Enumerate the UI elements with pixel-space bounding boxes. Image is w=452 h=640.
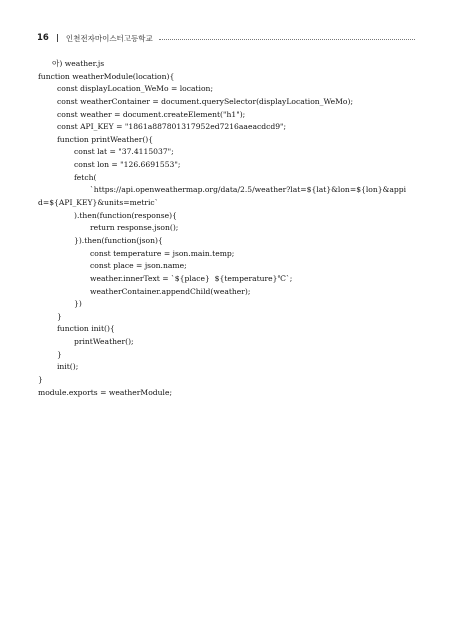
code-line: const weather = document.createElement("h1"); bbox=[57, 109, 246, 119]
code-listing bbox=[38, 58, 418, 399]
code-line: const displayLocation_WeMo = location; bbox=[57, 84, 214, 94]
header-dotted-rule bbox=[159, 39, 415, 40]
code-line: const API_KEY = "1861a887801317952ed7216aaeacdcd9"; bbox=[57, 122, 287, 132]
code-line: } bbox=[57, 349, 62, 359]
page-header bbox=[37, 31, 415, 45]
page-number: 16 bbox=[37, 33, 49, 43]
code-line: weatherContainer.appendChild(weather); bbox=[90, 286, 251, 296]
code-line: `https://api.openweathermap.org/data/2.5/weather?lat=${lat}&lon=${lon}&appi bbox=[90, 185, 407, 195]
code-line: }).then(function(json){ bbox=[74, 235, 163, 245]
code-section-label: 아) weather.js bbox=[52, 59, 105, 68]
code-line: return response.json(); bbox=[90, 223, 179, 233]
code-line: } bbox=[57, 311, 62, 321]
code-line: const place = json.name; bbox=[90, 261, 187, 271]
book-title: 인천전자마이스터고등학교 bbox=[65, 33, 153, 43]
code-line: function init(){ bbox=[57, 324, 115, 334]
code-line: weather.innerText = `${place} ${temperature}℃`; bbox=[90, 273, 293, 283]
code-line: const weatherContainer = document.querySelector(displayLocation_WeMo); bbox=[57, 96, 354, 106]
code-line: const lon = "126.6691553"; bbox=[74, 160, 181, 170]
code-line: function weatherModule(location){ bbox=[38, 71, 175, 81]
code-line: ).then(function(response){ bbox=[74, 210, 177, 220]
code-line: } bbox=[38, 375, 43, 385]
code-line: printWeather(); bbox=[74, 337, 134, 347]
code-line: fetch( bbox=[74, 172, 97, 182]
code-line: init(); bbox=[57, 362, 79, 372]
code-line: module.exports = weatherModule; bbox=[38, 387, 173, 397]
code-line: d=${API_KEY}&units=metric` bbox=[38, 198, 159, 208]
code-line: const lat = "37.4115037"; bbox=[74, 147, 174, 157]
header-divider bbox=[57, 34, 58, 42]
code-line: }) bbox=[74, 299, 82, 309]
code-line: function printWeather(){ bbox=[57, 134, 154, 144]
code-line: const temperature = json.main.temp; bbox=[90, 248, 235, 258]
